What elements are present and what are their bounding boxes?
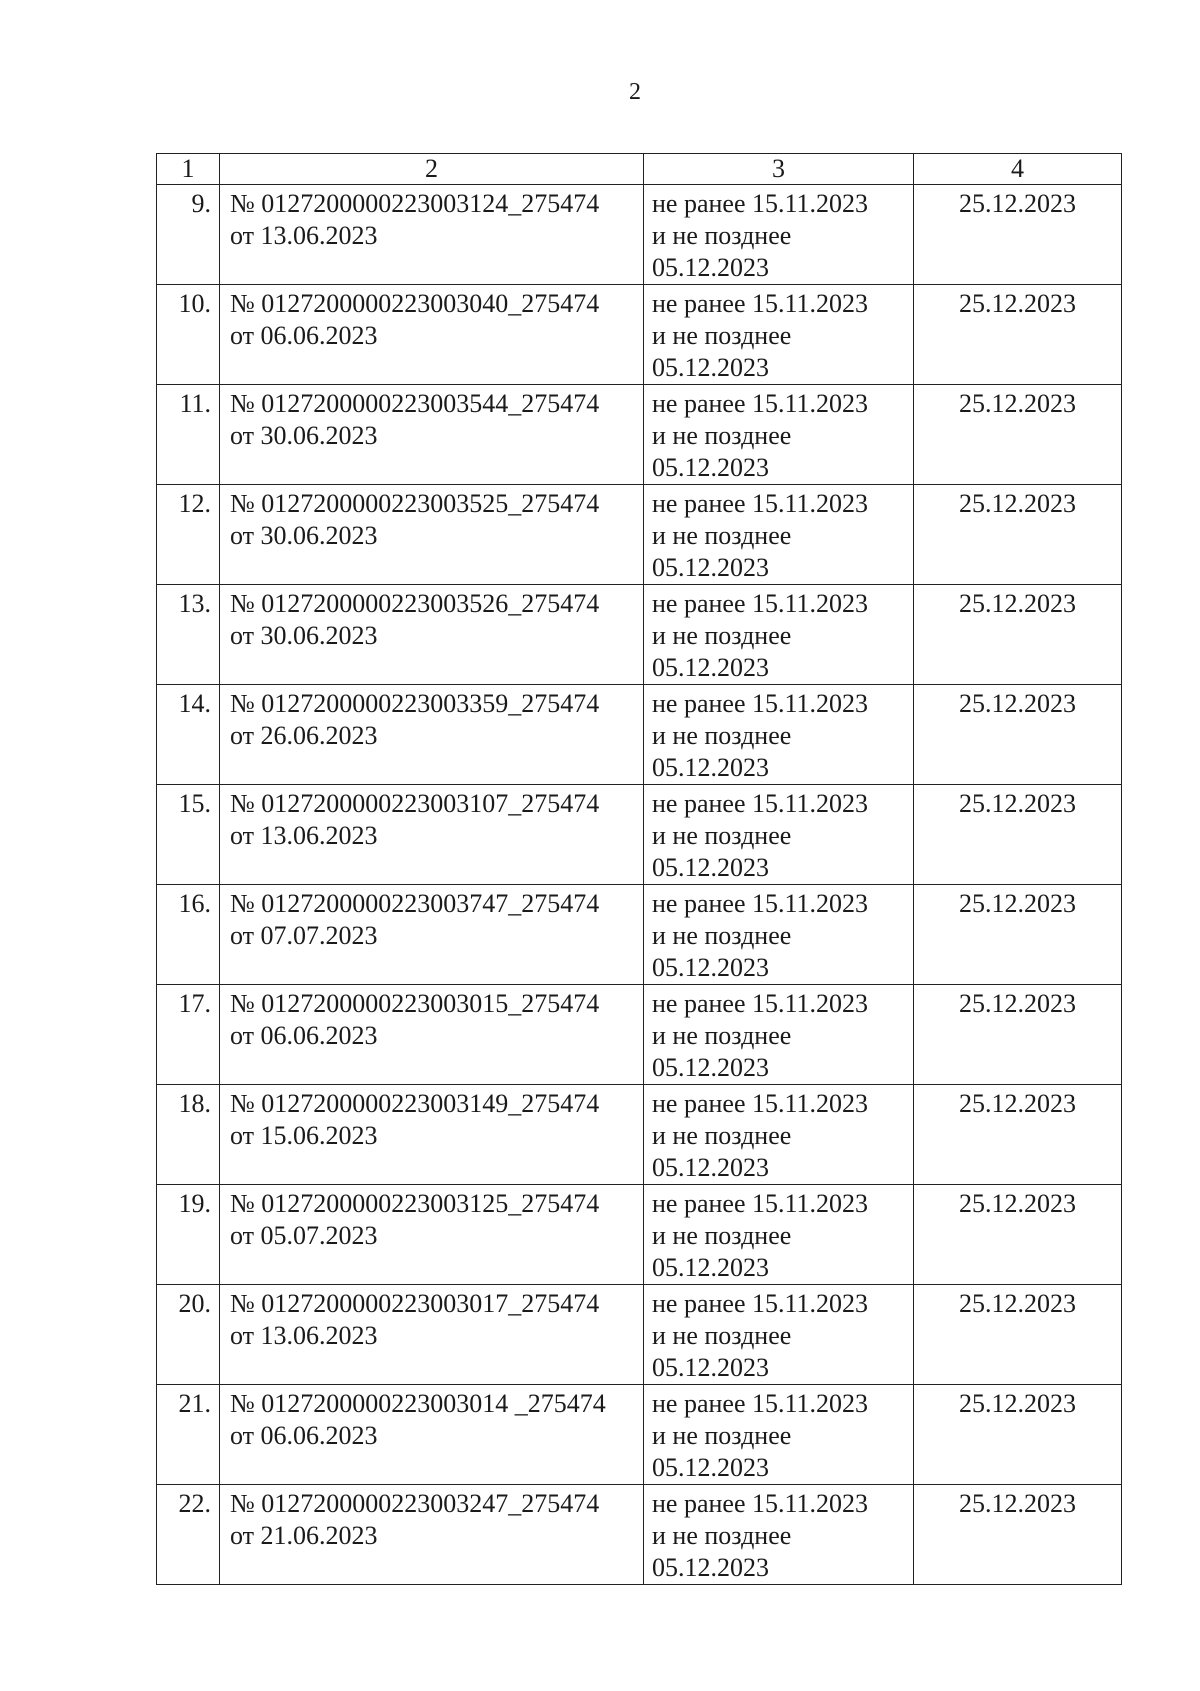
table-body <box>157 185 1122 1585</box>
period-start: не ранее 15.11.2023 <box>652 1089 869 1118</box>
contract-number: № 0127200000223003124_275474 <box>230 189 600 218</box>
period-start: не ранее 15.11.2023 <box>652 389 869 418</box>
period-end-label: и не позднее <box>652 1521 792 1550</box>
date-cell <box>914 285 1122 385</box>
row-number: 11. <box>179 389 211 418</box>
period-start: не ранее 15.11.2023 <box>652 989 869 1018</box>
contract-number: № 0127200000223003014 _275474 <box>230 1389 606 1418</box>
row-number-cell <box>157 285 220 385</box>
contract-cell <box>220 285 644 385</box>
period-end-label: и не позднее <box>652 821 792 850</box>
period-cell <box>644 1085 914 1185</box>
period-cell <box>644 985 914 1085</box>
table-row <box>157 1485 1122 1585</box>
period-start: не ранее 15.11.2023 <box>652 789 869 818</box>
contract-date: от 05.07.2023 <box>230 1221 378 1250</box>
date-cell <box>914 385 1122 485</box>
contract-cell <box>220 485 644 585</box>
contract-number: № 0127200000223003544_275474 <box>230 389 600 418</box>
row-number-cell <box>157 1385 220 1485</box>
period-start: не ранее 15.11.2023 <box>652 1189 869 1218</box>
row-number: 19. <box>178 1189 211 1218</box>
table-row <box>157 485 1122 585</box>
date-cell <box>914 885 1122 985</box>
period-end-label: и не позднее <box>652 1321 792 1350</box>
contract-date: от 21.06.2023 <box>230 1521 378 1550</box>
period-cell <box>644 885 914 985</box>
table-row <box>157 1385 1122 1485</box>
period-end: 05.12.2023 <box>652 1453 769 1482</box>
period-start: не ранее 15.11.2023 <box>652 189 869 218</box>
period-cell <box>644 785 914 885</box>
deadline-date: 25.12.2023 <box>959 589 1076 618</box>
row-number: 9. <box>191 189 211 218</box>
date-cell <box>914 1085 1122 1185</box>
row-number: 14. <box>178 689 211 718</box>
table-row <box>157 1285 1122 1385</box>
contract-date: от 13.06.2023 <box>230 821 378 850</box>
column-header-4: 4 <box>914 154 1122 185</box>
period-end-label: и не позднее <box>652 221 792 250</box>
deadline-date: 25.12.2023 <box>959 789 1076 818</box>
period-cell <box>644 1485 914 1585</box>
row-number-cell <box>157 1085 220 1185</box>
date-cell <box>914 185 1122 285</box>
date-cell <box>914 585 1122 685</box>
period-end-label: и не позднее <box>652 521 792 550</box>
contract-number: № 0127200000223003015_275474 <box>230 989 600 1018</box>
period-start: не ранее 15.11.2023 <box>652 1289 869 1318</box>
row-number: 21. <box>178 1389 211 1418</box>
contract-number: № 0127200000223003525_275474 <box>230 489 600 518</box>
table-row <box>157 1185 1122 1285</box>
contract-cell <box>220 1385 644 1485</box>
deadline-date: 25.12.2023 <box>959 1389 1076 1418</box>
row-number: 20. <box>178 1289 211 1318</box>
period-cell <box>644 185 914 285</box>
period-start: не ранее 15.11.2023 <box>652 889 869 918</box>
period-end: 05.12.2023 <box>652 1553 769 1582</box>
table-header <box>157 154 1122 185</box>
contract-date: от 26.06.2023 <box>230 721 378 750</box>
period-end-label: и не позднее <box>652 1221 792 1250</box>
date-cell <box>914 785 1122 885</box>
period-cell <box>644 1385 914 1485</box>
column-header-2: 2 <box>220 154 644 185</box>
date-cell <box>914 1285 1122 1385</box>
contract-cell <box>220 185 644 285</box>
period-end-label: и не позднее <box>652 621 792 650</box>
deadline-date: 25.12.2023 <box>959 889 1076 918</box>
contract-cell <box>220 1485 644 1585</box>
row-number-cell <box>157 985 220 1085</box>
contract-date: от 30.06.2023 <box>230 621 378 650</box>
row-number: 17. <box>178 989 211 1018</box>
contract-number: № 0127200000223003107_275474 <box>230 789 600 818</box>
period-start: не ранее 15.11.2023 <box>652 1389 869 1418</box>
header-row <box>157 154 1122 185</box>
period-end-label: и не позднее <box>652 921 792 950</box>
row-number-cell <box>157 485 220 585</box>
contract-number: № 0127200000223003125_275474 <box>230 1189 600 1218</box>
deadline-date: 25.12.2023 <box>959 489 1076 518</box>
date-cell <box>914 1185 1122 1285</box>
date-cell <box>914 685 1122 785</box>
period-end-label: и не позднее <box>652 1421 792 1450</box>
contract-date: от 13.06.2023 <box>230 1321 378 1350</box>
period-cell <box>644 285 914 385</box>
row-number: 16. <box>178 889 211 918</box>
row-number: 15. <box>178 789 211 818</box>
contract-date: от 30.06.2023 <box>230 521 378 550</box>
contract-number: № 0127200000223003526_275474 <box>230 589 600 618</box>
contract-number: № 0127200000223003247_275474 <box>230 1489 600 1518</box>
table-row <box>157 985 1122 1085</box>
row-number-cell <box>157 585 220 685</box>
period-end: 05.12.2023 <box>652 453 769 482</box>
contract-cell <box>220 1085 644 1185</box>
contracts-table <box>156 153 1122 1585</box>
row-number-cell <box>157 1285 220 1385</box>
period-cell <box>644 1285 914 1385</box>
period-cell <box>644 485 914 585</box>
contract-number: № 0127200000223003040_275474 <box>230 289 600 318</box>
contract-cell <box>220 1185 644 1285</box>
period-start: не ранее 15.11.2023 <box>652 589 869 618</box>
period-end-label: и не позднее <box>652 321 792 350</box>
period-end: 05.12.2023 <box>652 353 769 382</box>
contract-date: от 06.06.2023 <box>230 321 378 350</box>
row-number: 12. <box>178 489 211 518</box>
period-end: 05.12.2023 <box>652 1253 769 1282</box>
contract-number: № 0127200000223003149_275474 <box>230 1089 600 1118</box>
period-end: 05.12.2023 <box>652 253 769 282</box>
date-cell <box>914 485 1122 585</box>
row-number-cell <box>157 185 220 285</box>
deadline-date: 25.12.2023 <box>959 189 1076 218</box>
table-row <box>157 785 1122 885</box>
period-start: не ранее 15.11.2023 <box>652 489 869 518</box>
date-cell <box>914 1385 1122 1485</box>
period-cell <box>644 1185 914 1285</box>
contract-cell <box>220 785 644 885</box>
row-number-cell <box>157 785 220 885</box>
contract-date: от 15.06.2023 <box>230 1121 378 1150</box>
contract-cell <box>220 885 644 985</box>
period-end: 05.12.2023 <box>652 653 769 682</box>
contract-cell <box>220 385 644 485</box>
deadline-date: 25.12.2023 <box>959 989 1076 1018</box>
period-cell <box>644 685 914 785</box>
contract-cell <box>220 985 644 1085</box>
contract-cell <box>220 685 644 785</box>
period-end: 05.12.2023 <box>652 1353 769 1382</box>
period-end: 05.12.2023 <box>652 953 769 982</box>
contract-cell <box>220 1285 644 1385</box>
row-number: 13. <box>178 589 211 618</box>
deadline-date: 25.12.2023 <box>959 1189 1076 1218</box>
column-header-1: 1 <box>157 154 220 185</box>
row-number-cell <box>157 1185 220 1285</box>
deadline-date: 25.12.2023 <box>959 1289 1076 1318</box>
table-row <box>157 285 1122 385</box>
period-end-label: и не позднее <box>652 1121 792 1150</box>
contract-date: от 30.06.2023 <box>230 421 378 450</box>
deadline-date: 25.12.2023 <box>959 689 1076 718</box>
table-row <box>157 1085 1122 1185</box>
period-end: 05.12.2023 <box>652 853 769 882</box>
table-row <box>157 685 1122 785</box>
date-cell <box>914 1485 1122 1585</box>
deadline-date: 25.12.2023 <box>959 1489 1076 1518</box>
period-end: 05.12.2023 <box>652 1053 769 1082</box>
row-number-cell <box>157 885 220 985</box>
table-row <box>157 585 1122 685</box>
date-cell <box>914 985 1122 1085</box>
contract-date: от 13.06.2023 <box>230 221 378 250</box>
contract-date: от 06.06.2023 <box>230 1021 378 1050</box>
row-number: 10. <box>178 289 211 318</box>
deadline-date: 25.12.2023 <box>959 1089 1076 1118</box>
row-number: 22. <box>178 1489 211 1518</box>
table-row <box>157 385 1122 485</box>
deadline-date: 25.12.2023 <box>959 289 1076 318</box>
period-cell <box>644 385 914 485</box>
row-number: 18. <box>178 1089 211 1118</box>
contract-date: от 07.07.2023 <box>230 921 378 950</box>
column-header-3: 3 <box>644 154 914 185</box>
period-end-label: и не позднее <box>652 421 792 450</box>
contract-number: № 0127200000223003747_275474 <box>230 889 600 918</box>
period-cell <box>644 585 914 685</box>
contract-number: № 0127200000223003359_275474 <box>230 689 600 718</box>
deadline-date: 25.12.2023 <box>959 389 1076 418</box>
contract-date: от 06.06.2023 <box>230 1421 378 1450</box>
row-number-cell <box>157 1485 220 1585</box>
period-start: не ранее 15.11.2023 <box>652 1489 869 1518</box>
page-number: 2 <box>629 79 641 105</box>
contract-number: № 0127200000223003017_275474 <box>230 1289 600 1318</box>
period-end: 05.12.2023 <box>652 553 769 582</box>
period-end-label: и не позднее <box>652 721 792 750</box>
row-number-cell <box>157 385 220 485</box>
row-number-cell <box>157 685 220 785</box>
table-row <box>157 885 1122 985</box>
contract-cell <box>220 585 644 685</box>
table-row <box>157 185 1122 285</box>
period-start: не ранее 15.11.2023 <box>652 689 869 718</box>
period-end: 05.12.2023 <box>652 1153 769 1182</box>
period-start: не ранее 15.11.2023 <box>652 289 869 318</box>
period-end: 05.12.2023 <box>652 753 769 782</box>
period-end-label: и не позднее <box>652 1021 792 1050</box>
